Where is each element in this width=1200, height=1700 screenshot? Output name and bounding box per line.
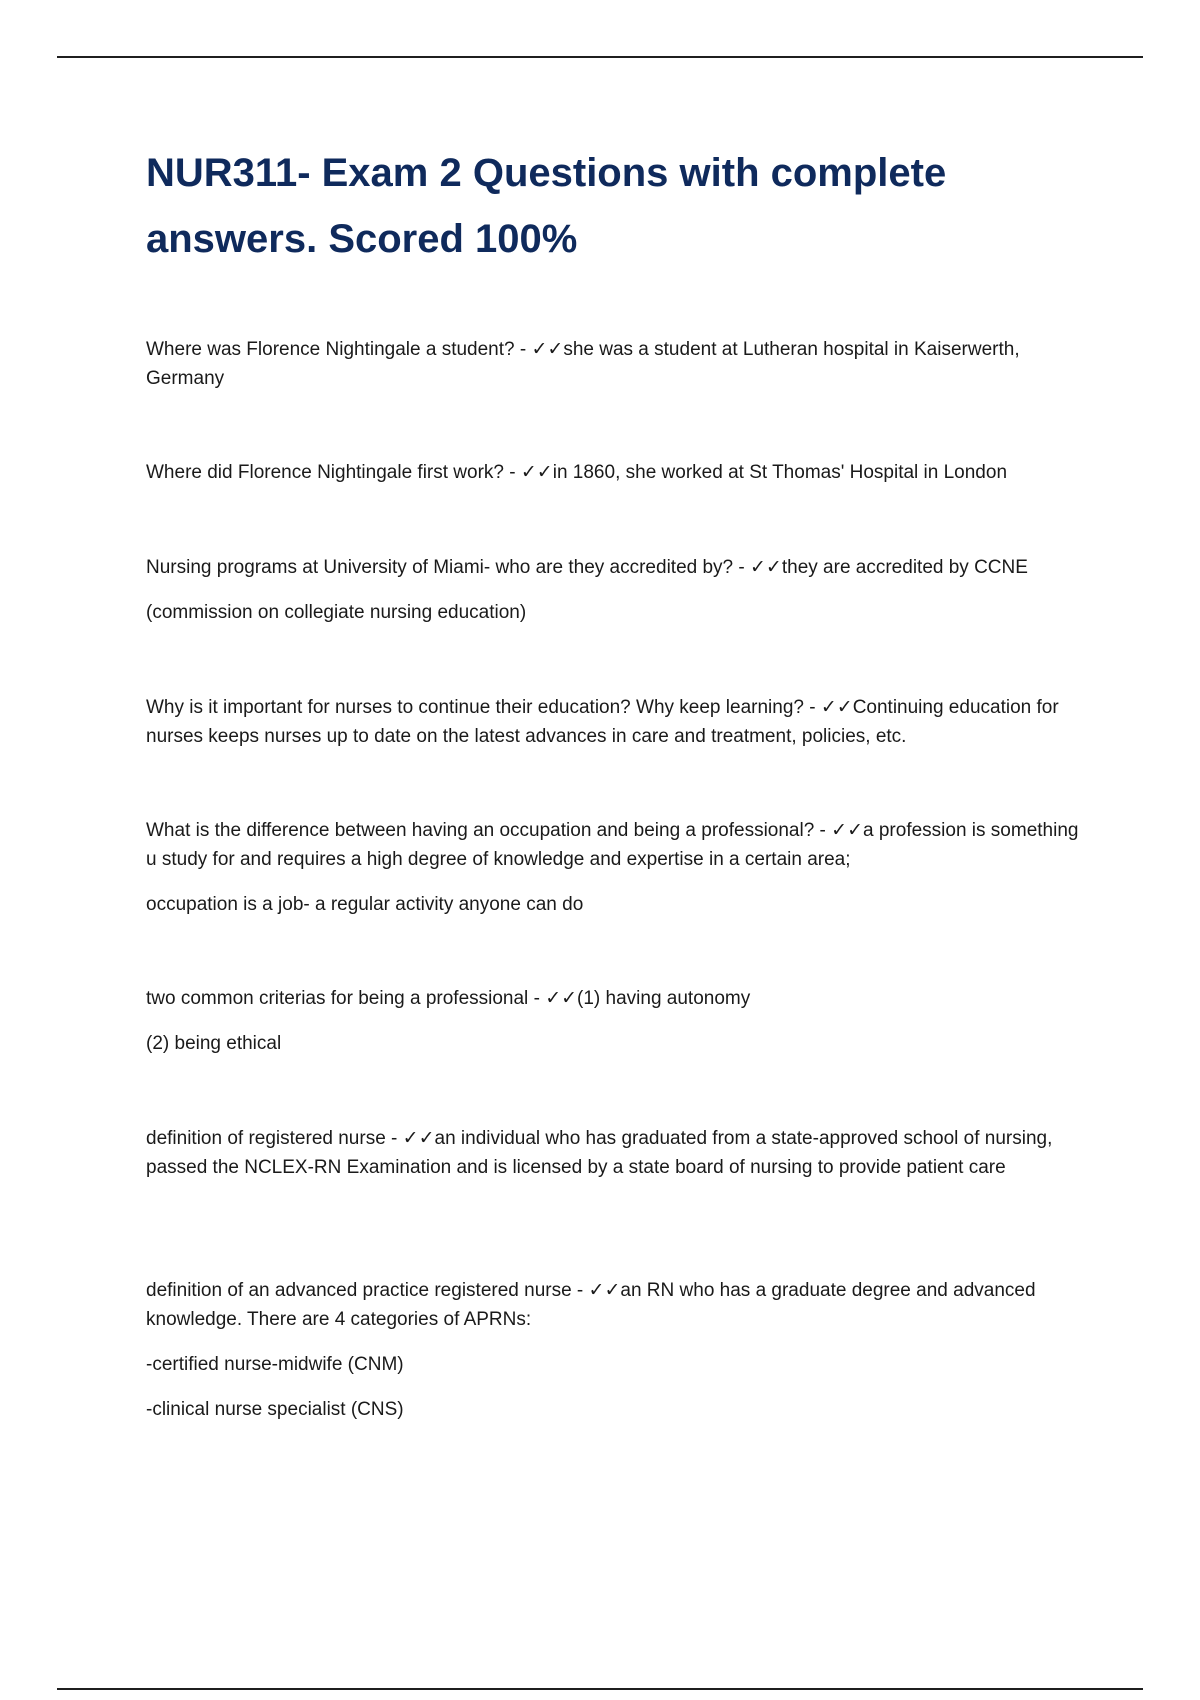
separator: - bbox=[733, 557, 751, 578]
separator: - bbox=[528, 988, 546, 1009]
answer-text: in 1860, she worked at St Thomas' Hospital in London bbox=[552, 462, 1008, 483]
qa-entry bbox=[146, 816, 1086, 919]
question-text: Where did Florence Nightingale first work? bbox=[146, 462, 504, 483]
qa-entry bbox=[146, 553, 1086, 627]
footer-rule bbox=[57, 1688, 1143, 1690]
answer-text: they are accredited by CCNE bbox=[781, 557, 1028, 578]
question-text: Why is it important for nurses to continue their education? Why keep learning? bbox=[146, 697, 804, 718]
list-item: -certified nurse-midwife (CNM) bbox=[146, 1354, 404, 1375]
qa-entry bbox=[146, 335, 1086, 393]
check-icon: ✓✓ bbox=[750, 557, 782, 578]
qa-entry bbox=[146, 1276, 1086, 1424]
header-rule bbox=[57, 56, 1143, 58]
answer-text: an individual who has graduated from a state-approved school of nursing, passed the NCLEX-RN Examination and is licensed by a state board of nursing to provide patient care bbox=[146, 1128, 1053, 1178]
separator: - bbox=[571, 1280, 589, 1301]
qa-entry bbox=[146, 693, 1086, 751]
separator: - bbox=[514, 339, 532, 360]
qa-main-line bbox=[146, 335, 1086, 393]
check-icon: ✓✓ bbox=[531, 339, 564, 360]
question-text: definition of registered nurse bbox=[146, 1128, 386, 1149]
check-icon: ✓✓ bbox=[402, 1128, 435, 1149]
answer-text: an RN who has a graduate degree and advanced knowledge. There are 4 categories of APRNs: bbox=[146, 1280, 1036, 1330]
question-text: two common criterias for being a professional bbox=[146, 988, 529, 1009]
qa-main-line bbox=[146, 553, 1086, 582]
answer-text: Continuing education for nurses keeps nurses up to date on the latest advances in care and treatment, policies, etc. bbox=[146, 697, 1059, 747]
answer-text: a profession is something u study for and requires a high degree of knowledge and expertise in a certain area; bbox=[146, 820, 1079, 870]
qa-entry bbox=[146, 1124, 1086, 1182]
check-icon: ✓✓ bbox=[820, 697, 853, 718]
answer-continuation: occupation is a job- a regular activity anyone can do bbox=[146, 894, 584, 915]
document-title: NUR311- Exam 2 Questions with complete answers. Scored 100% bbox=[146, 151, 947, 261]
answer-continuation: (2) being ethical bbox=[146, 1033, 282, 1054]
qa-entry bbox=[146, 984, 1086, 1058]
check-icon: ✓✓ bbox=[520, 462, 553, 483]
answer-text: (1) having autonomy bbox=[577, 988, 751, 1009]
separator: - bbox=[803, 697, 821, 718]
check-icon: ✓✓ bbox=[545, 988, 578, 1009]
answer-continuation: (commission on collegiate nursing education) bbox=[146, 602, 527, 623]
answer-text: she was a student at Lutheran hospital in Kaiserwerth, Germany bbox=[146, 339, 1020, 389]
list-item: -clinical nurse specialist (CNS) bbox=[146, 1399, 404, 1420]
check-icon: ✓✓ bbox=[588, 1280, 621, 1301]
qa-main-line bbox=[146, 1124, 1086, 1182]
question-text: What is the difference between having an occupation and being a professional? bbox=[146, 820, 815, 841]
separator: - bbox=[385, 1128, 403, 1149]
qa-main-line bbox=[146, 984, 1086, 1013]
qa-main-line bbox=[146, 693, 1086, 751]
separator: - bbox=[504, 462, 521, 483]
qa-main-line bbox=[146, 1276, 1086, 1334]
qa-entry bbox=[146, 458, 1086, 487]
qa-main-line bbox=[146, 816, 1086, 874]
question-text: Nursing programs at University of Miami- who are they accredited by? bbox=[146, 557, 734, 578]
question-text: definition of an advanced practice registered nurse bbox=[146, 1280, 572, 1301]
separator: - bbox=[814, 820, 832, 841]
question-text: Where was Florence Nightingale a student? bbox=[146, 339, 515, 360]
qa-main-line bbox=[146, 458, 1086, 487]
check-icon: ✓✓ bbox=[831, 820, 864, 841]
